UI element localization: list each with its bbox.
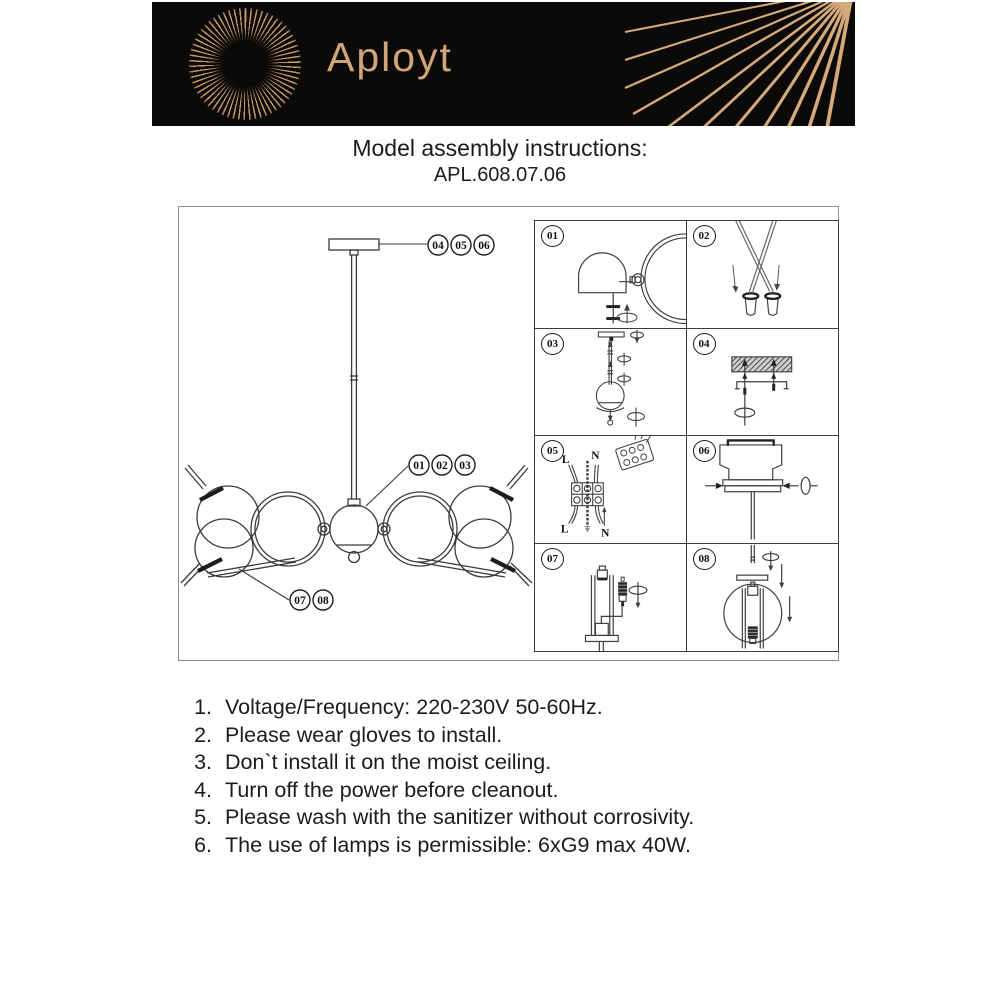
- part-label-01: 01: [413, 460, 425, 472]
- model-number: APL.608.07.06: [433, 164, 567, 186]
- step-cell-02: [687, 221, 839, 329]
- instruction-text: Please wash with the sanitizer without corrosivity.: [225, 805, 695, 830]
- instruction-text: Turn off the power before cleanout.: [225, 777, 559, 802]
- step-badge-07: 07: [541, 548, 564, 570]
- assembly-steps-grid: [534, 220, 839, 652]
- step-badge-03: 03: [541, 333, 564, 355]
- instruction-text: The use of lamps is permissible: 6xG9 max 40W.: [225, 832, 692, 857]
- instruction-number: 1.: [194, 695, 212, 719]
- wire-label-live-bottom: L: [560, 523, 569, 536]
- instruction-item-5: [186, 804, 866, 832]
- step-cell-01: [535, 221, 687, 329]
- instruction-item-1: [186, 694, 866, 722]
- part-label-05: 05: [455, 240, 467, 252]
- step-cell-04: [687, 329, 839, 437]
- instruction-item-6: [186, 832, 866, 860]
- step-cell-05: [535, 436, 687, 544]
- step-badge-06: 06: [693, 440, 716, 462]
- wire-label-neutral-bottom: N: [601, 527, 610, 540]
- instruction-text: Voltage/Frequency: 220-230V 50-60Hz.: [225, 695, 603, 719]
- instruction-number: 2.: [194, 722, 212, 747]
- step-cell-03: [535, 329, 687, 437]
- diagram-frame: [178, 206, 839, 661]
- instruction-number: 4.: [194, 777, 212, 802]
- starburst-center: [222, 41, 268, 87]
- step-cell-06: [687, 436, 839, 544]
- wire-label-live-top: L: [561, 453, 570, 466]
- instruction-text: Please wear gloves to install.: [225, 722, 503, 747]
- instruction-number: 6.: [194, 832, 212, 857]
- step-badge-04: 04: [693, 333, 716, 355]
- instruction-item-2: [186, 722, 866, 750]
- part-label-03: 03: [459, 460, 471, 472]
- step-badge-02: 02: [693, 225, 716, 247]
- wire-label-neutral-top: N: [591, 449, 600, 462]
- part-label-02: 02: [436, 460, 448, 472]
- part-label-07: 07: [294, 595, 306, 607]
- step-badge-01: 01: [541, 225, 564, 247]
- step-badge-08: 08: [693, 548, 716, 570]
- main-chandelier-drawing: [179, 207, 534, 657]
- instruction-item-4: [186, 777, 866, 805]
- brand-name: Aployt: [327, 34, 453, 80]
- instructions-list: [186, 694, 866, 860]
- step-badge-05: 05: [541, 440, 564, 462]
- step-cell-07: [535, 544, 687, 652]
- part-label-08: 08: [317, 595, 329, 607]
- instruction-text: Don`t install it on the moist ceiling.: [225, 750, 552, 775]
- page-title: Model assembly instructions:: [352, 135, 648, 161]
- instruction-number: 3.: [194, 750, 212, 775]
- part-label-04: 04: [432, 240, 444, 252]
- part-label-06: 06: [478, 240, 490, 252]
- instruction-number: 5.: [194, 805, 212, 830]
- header-banner: [152, 2, 855, 126]
- instruction-item-3: [186, 749, 866, 777]
- fan-rays-icon: [625, 2, 855, 126]
- step-cell-08: [687, 544, 839, 652]
